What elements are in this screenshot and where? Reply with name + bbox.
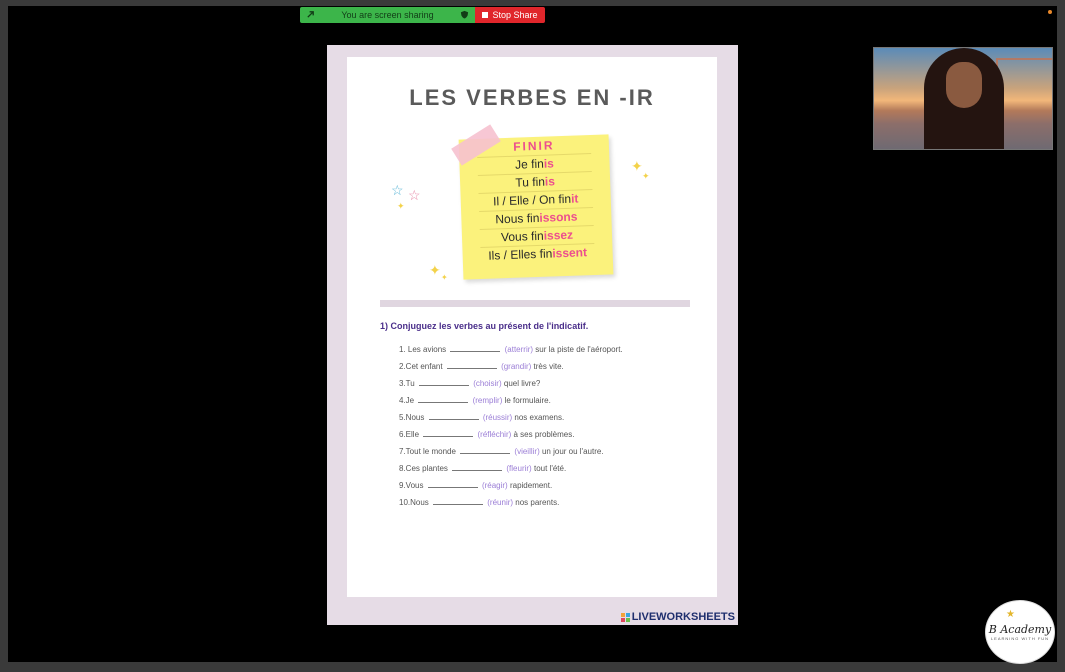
b-academy-logo — [985, 600, 1055, 664]
list-item: 6.Elle (réfléchir) à ses problèmes. — [399, 430, 575, 439]
list-item: 9.Vous (réagir) rapidement. — [399, 481, 553, 490]
stop-share-label: Stop Share — [492, 10, 538, 20]
answer-blank[interactable] — [447, 367, 497, 369]
badge-subtitle: LEARNING WITH FUN — [990, 636, 1050, 641]
note-heading: FINIR — [477, 135, 592, 158]
webcam-video[interactable] — [873, 47, 1053, 150]
exercise-list — [399, 341, 623, 511]
star-icon: ☆ — [391, 182, 404, 198]
question-heading: 1) Conjuguez les verbes au présent de l'indicatif. — [380, 321, 589, 331]
note-line: Ils / Elles finissent — [488, 245, 588, 263]
list-item: 2.Cet enfant (grandir) très vite. — [399, 362, 564, 371]
sparkle-icon: ✦ — [397, 201, 405, 211]
sparkle-icon: ✦ — [441, 273, 448, 282]
note-line: Il / Elle / On finit — [478, 189, 593, 212]
shield-icon — [460, 10, 469, 21]
answer-blank[interactable] — [423, 435, 473, 437]
list-item: 5.Nous (réussir) nos examens. — [399, 413, 565, 422]
note-line: Je finis — [477, 153, 592, 176]
list-item: 3.Tu (choisir) quel livre? — [399, 379, 541, 388]
stop-icon — [482, 12, 488, 18]
sparkle-icon: ✦ — [642, 171, 650, 181]
liveworksheets-logo-text: LIVEWORKSHEETS — [631, 611, 735, 623]
list-item: 10.Nous (réunir) nos parents. — [399, 498, 560, 507]
note-line: Vous finissez — [480, 225, 595, 248]
sparkle-icon: ✦ — [429, 262, 441, 278]
list-item: 4.Je (remplir) le formulaire. — [399, 396, 551, 405]
recording-indicator — [1048, 10, 1052, 14]
list-item: 7.Tout le monde (vieillir) un jour ou l'autre. — [399, 447, 604, 456]
answer-blank[interactable] — [429, 418, 479, 420]
list-item: 1. Les avions (atterrir) sur la piste de l'aéroport. — [399, 345, 623, 354]
worksheet-page — [347, 57, 717, 597]
answer-blank[interactable] — [419, 384, 469, 386]
star-icon: ★ — [1006, 609, 1015, 620]
note-line: Tu finis — [478, 171, 593, 194]
stop-share-button[interactable] — [475, 7, 545, 23]
worksheet-frame — [327, 45, 738, 625]
conjugation-note — [459, 134, 614, 279]
answer-blank[interactable] — [428, 486, 478, 488]
sharing-status — [300, 7, 475, 23]
answer-blank[interactable] — [418, 401, 468, 403]
answer-blank[interactable] — [433, 503, 483, 505]
answer-blank[interactable] — [452, 469, 502, 471]
section-divider — [380, 300, 690, 307]
liveworksheets-logo[interactable] — [621, 611, 735, 623]
participant-video — [924, 48, 1004, 149]
answer-blank[interactable] — [450, 350, 500, 352]
list-item: 8.Ces plantes (fleurir) tout l'été. — [399, 464, 567, 473]
answer-blank[interactable] — [460, 452, 510, 454]
share-icon — [306, 10, 315, 21]
worksheet-title: LES VERBES EN -IR — [409, 85, 655, 110]
sharing-status-text: You are screen sharing — [341, 10, 434, 20]
sparkle-icon: ✦ — [631, 158, 643, 174]
liveworksheets-logo-icon — [621, 613, 630, 622]
star-icon: ☆ — [408, 187, 421, 203]
note-line: Nous finissons — [479, 207, 594, 230]
badge-name: B Academy — [988, 623, 1052, 636]
bridge-background — [996, 58, 1053, 120]
share-toolbar — [300, 7, 545, 23]
